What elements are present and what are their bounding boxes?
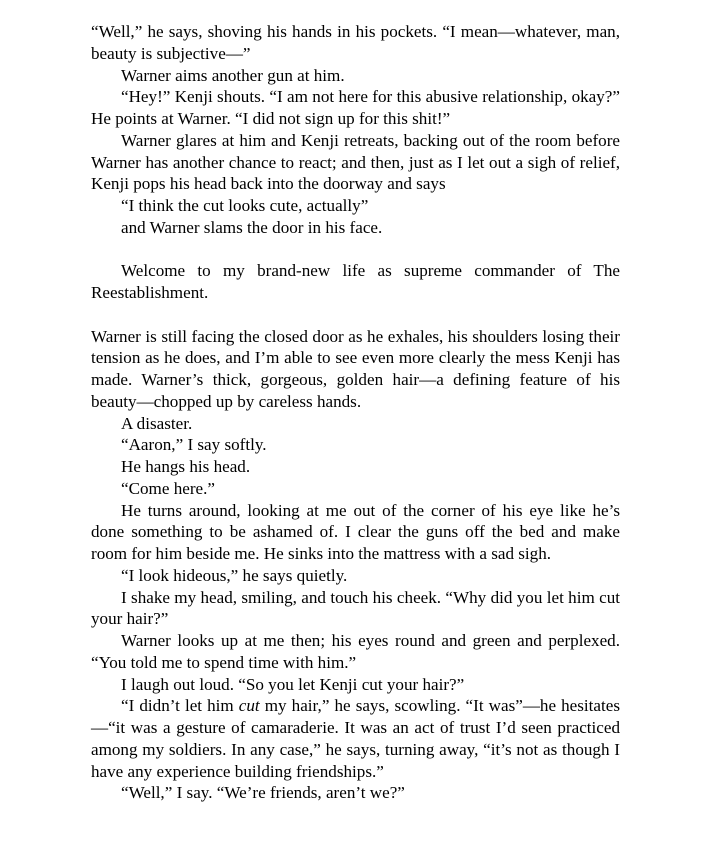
paragraph-with-emphasis (91, 695, 620, 782)
paragraph: “Well,” he says, shoving his hands in his pockets. “I mean—whatever, man, beauty is subjective—” (91, 22, 620, 63)
paragraph: A disaster. (121, 413, 193, 433)
paragraph: He hangs his head. (121, 457, 251, 476)
paragraph: Warner aims another gun at him. (121, 65, 345, 85)
paragraph: Warner glares at him and Kenji retreats, backing out of the room before Warner has another chance to react; and then, just as I let out a sigh of relief, Kenji pops his head back into the doorway and says (91, 130, 620, 194)
paragraph: and Warner slams the door in his face. (121, 217, 383, 237)
paragraph: “I think the cut looks cute, actually” (121, 196, 369, 215)
paragraph: “Well,” I say. “We’re friends, aren’t we?” (121, 783, 405, 803)
paragraph-text-leading: “I didn’t let him (121, 696, 239, 716)
paragraph: He turns around, looking at me out of the corner of his eye like he’s done something to be ashamed of. I clear the guns off the bed and make room for him beside me. He sinks into the mattress with a sad sigh. (91, 500, 620, 563)
paragraph: “Come here.” (121, 478, 215, 498)
body-text-column (91, 21, 620, 804)
paragraph: “Hey!” Kenji shouts. “I am not here for this abusive relationship, okay?” He points at Warner. “I did not sign up for this shit!” (91, 87, 620, 128)
paragraph: “I look hideous,” he says quietly. (121, 565, 348, 585)
paragraph: “Aaron,” I say softly. (121, 435, 267, 455)
paragraph: I laugh out loud. “So you let Kenji cut your hair?” (121, 674, 465, 694)
paragraph: Warner looks up at me then; his eyes round and green and perplexed. “You told me to spend time with him.” (91, 631, 620, 672)
emphasized-word: cut (238, 696, 260, 716)
paragraph: Welcome to my brand-new life as supreme commander of The Reestablishment. (91, 261, 620, 302)
paragraph: I shake my head, smiling, and touch his cheek. “Why did you let him cut your hair?” (91, 587, 620, 629)
paragraph-text-trailing: my hair,” he says, scowling. “It was”—he hesitates—“it was a gesture of camaraderie. It was an act of trust I’d seen practiced among my soldiers. In any case,” he says, turning away, “it’s not as though I have any experience building friendships.” (91, 696, 620, 781)
paragraph: Warner is still facing the closed door as he exhales, his shoulders losing their tension as he does, and I’m able to see even more clearly the mess Kenji has made. Warner’s thick, gorgeous, golden hair—a defining feature of his beauty—chopped up by careless hands. (91, 326, 620, 411)
